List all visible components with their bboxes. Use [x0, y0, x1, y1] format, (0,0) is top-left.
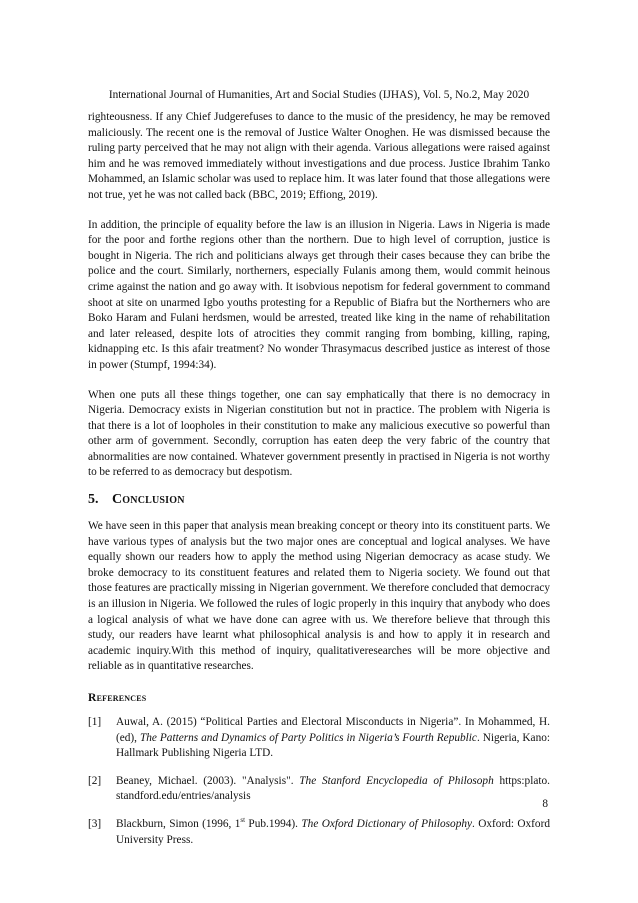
body-paragraph: righteousness. If any Chief Judgerefuses to dance to the music of the presidency, he may be removed maliciously. The recent one is the removal of Justice Walter Onoghen. He was dismissed because the ruling party perceived that he may not align with their agenda. Various allegations were raised against him and he was removed immediately without investigations and due process. Justice Ibrahim Tanko Mohammed, an Islamic scholar was used to replace him. It was later found that those allegations were not true, yet he was not called back (BBC, 2019; Effiong, 2019).	[88, 111, 550, 201]
body-paragraph: When one puts all these things together, one can say emphatically that there is no democracy in Nigeria. Democracy exists in Nigerian constitution but not in practice. The problem with Nigeria is that there is a lot of loopholes in their constitution to make any malicious executive so powerful than other arm of government. Secondly, corruption has eaten deep the very fabric of the country that abnormalities are now contained. Whatever government presently in practised in Nigeria is not worthy to be referred to as democracy but despotism.	[88, 388, 550, 479]
reference-title: The Oxford Dictionary of Philosophy	[301, 817, 473, 830]
reference-text: Blackburn, Simon (1996, 1st Pub.1994). The Oxford Dictionary of Philosophy. Oxford: Oxford University Press.	[116, 816, 550, 846]
page-number: 8	[542, 798, 548, 810]
reference-number: [1]	[88, 716, 102, 728]
reference-number: [3]	[88, 817, 102, 830]
superscript-ordinal: st	[240, 816, 246, 825]
references-heading: References	[88, 691, 147, 704]
reference-title: The Patterns and Dynamics of Party Politics in Nigeria’s Fourth Republic	[139, 731, 477, 744]
reference-title: The Stanford Encyclopedia of Philosoph	[299, 774, 494, 787]
article-body	[88, 110, 550, 860]
reference-text: Beaney, Michael. (2003). "Analysis". The Stanford Encyclopedia of Philosoph https:plato. standford.edu/entries/analysis	[116, 774, 550, 803]
reference-item	[88, 774, 550, 805]
running-header: International Journal of Humanities, Art and Social Studies (IJHAS), Vol. 5, No.2, May 2020	[108, 89, 530, 101]
conclusion-paragraph: We have seen in this paper that analysis mean breaking concept or theory into its constituent parts. We have various types of analysis but the two major ones are conceptual and logical analyses. We have equally shown our readers how to apply the method using Nigerian democracy as acase study. We broke democracy to its constituent features and related them to Nigeria society. We found out that those features are practically missing in Nigerian government. We therefore concluded that democracy is an illusion in Nigeria. We followed the rules of logic properly in this inquiry that anybody who does a logical analysis of what we have done can agree with us. We therefore believe that through this study, our readers have learnt what philosophical analysis is and how to apply it in research and academic inquiry.With this method of inquiry, qualitativeresearches will be more objective and reliable as in quantitative researches.	[88, 520, 550, 673]
section-heading-conclusion	[88, 491, 550, 509]
body-paragraph: In addition, the principle of equality before the law is an illusion in Nigeria. Laws in Nigeria is made for the poor and forthe regions other than the northern. Due to high level of corruption, justice is bought in Nigeria. The rich and politicians always get through their cases because they can bribe the police and the court. Similarly, northerners, especially Fulanis among them, would commit heinous crime against the nation and go away with. It isobvious nepotism for federal government to command shoot at site on unarmed Igbo youths protesting for a Republic of Biafra but the Northerners who are Boko Haram and Fulani herdsmen, would be arrested, treated like king in the name of rehabilitation and later released, despite lots of atrocities they commit ranging from bombing, killing, raping, kidnapping etc. Is this afair treatment? No wonder Thrasymacus described justice as interest of those in power (Stumpf, 1994:34).	[88, 218, 550, 371]
section-title: Conclusion	[112, 492, 185, 508]
reference-number: [2]	[88, 774, 102, 787]
reference-text: Auwal, A. (2015) “Political Parties and Electoral Misconducts in Nigeria”. In Mohammed, H.(ed), The Patterns and Dynamics of Party Politics in Nigeria’s Fourth Republic. Nigeria, Kano: Hallmark Publishing Nigeria LTD.	[116, 716, 551, 760]
reference-item	[88, 817, 550, 848]
reference-item	[88, 715, 550, 762]
section-number: 5.	[88, 492, 99, 508]
